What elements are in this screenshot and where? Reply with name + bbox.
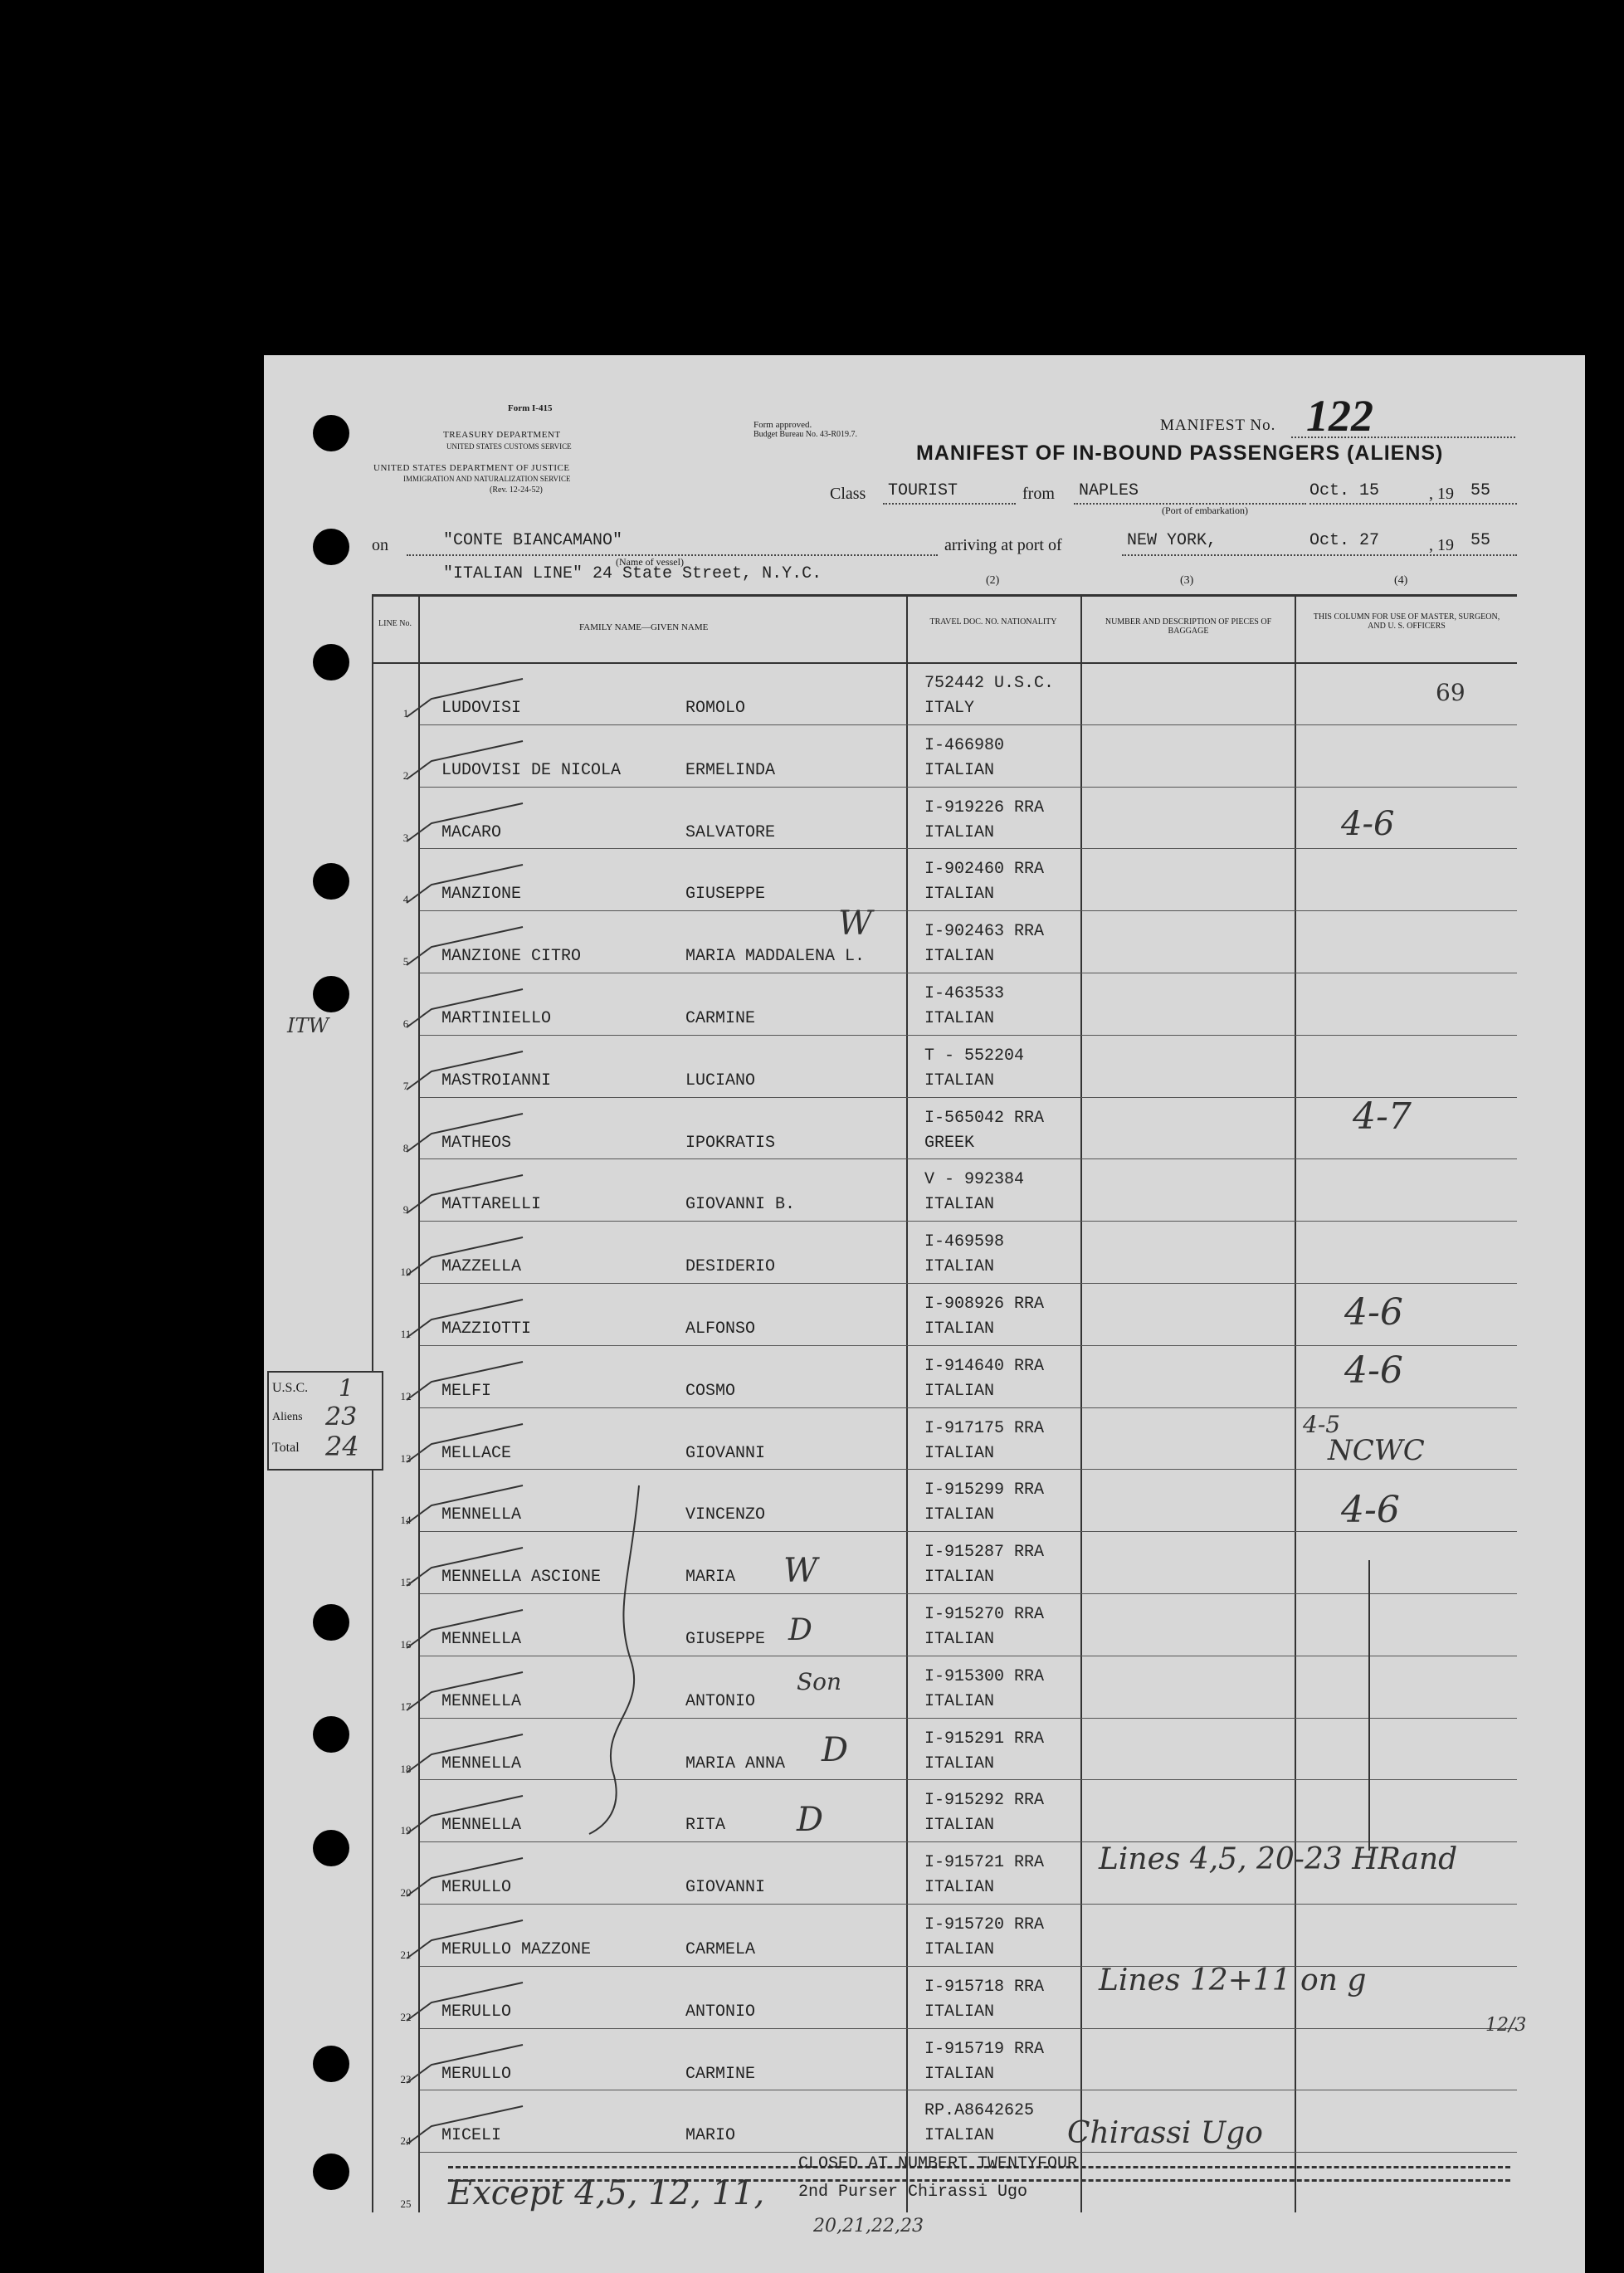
given-name: MARIO	[685, 2126, 736, 2146]
bracket-mark	[581, 1477, 680, 1842]
family-name: MANZIONE	[441, 885, 522, 905]
line-number: 10	[400, 1266, 412, 1279]
check-mark	[398, 1421, 531, 1471]
class-underline	[883, 503, 1016, 505]
family-name: LUDOVISI DE NICOLA	[441, 760, 622, 780]
class-label: Class	[830, 485, 866, 503]
column-number-3: (3)	[1180, 574, 1194, 587]
check-mark	[398, 676, 531, 725]
given-name: ALFONSO	[685, 1319, 756, 1339]
revision-date: (Rev. 12-24-52)	[490, 485, 543, 495]
check-mark	[398, 1110, 531, 1160]
nationality: ITALIAN	[924, 1568, 995, 1588]
check-mark	[398, 1544, 531, 1594]
given-name: GIUSEPPE	[685, 885, 766, 905]
travel-doc-number: I-915291 RRA	[924, 1729, 1045, 1749]
row-divider	[420, 848, 1517, 849]
line-number: 19	[400, 1824, 412, 1837]
line-number: 4	[402, 893, 409, 906]
vessel-name-label: (Name of vessel)	[616, 556, 684, 568]
column-number-4: (4)	[1394, 574, 1408, 587]
line-number: 20	[400, 1886, 412, 1900]
check-mark	[398, 1669, 531, 1719]
check-mark	[398, 861, 531, 911]
given-name: GIOVANNI	[685, 1878, 766, 1898]
customs-service: UNITED STATES CUSTOMS SERVICE	[446, 442, 572, 451]
row-divider	[420, 1345, 1517, 1346]
header-baggage: NUMBER AND DESCRIPTION OF PIECES OF BAGGAGE	[1105, 617, 1272, 636]
given-name: MARIA ANNA	[685, 1754, 786, 1773]
row-divider	[420, 787, 1517, 788]
departure-year: 55	[1470, 481, 1491, 500]
officer-note-row3: 4-6	[1341, 805, 1395, 843]
given-name: CARMINE	[685, 1009, 756, 1028]
travel-doc-number: I-915287 RRA	[924, 1543, 1045, 1563]
travel-doc-number: I-908926 RRA	[924, 1295, 1045, 1314]
given-name: CARMELA	[685, 1940, 756, 1959]
officer-note-row13b: NCWC	[1328, 1434, 1425, 1467]
given-name: ANTONIO	[685, 2002, 756, 2022]
travel-doc-number: V - 992384	[924, 1170, 1025, 1190]
form-approved: Form approved.	[753, 420, 812, 430]
side-date-note: 12/3	[1485, 2015, 1527, 2036]
except-note-continued: 20,21,22,23	[813, 2216, 924, 2236]
check-mark	[398, 1358, 531, 1408]
handwritten-signature: Chirassi Ugo	[1067, 2116, 1263, 2150]
binder-hole	[313, 415, 349, 451]
line-number: 14	[400, 1514, 412, 1527]
travel-doc-number: I-915718 RRA	[924, 1977, 1045, 1997]
binder-hole	[313, 1830, 349, 1866]
arriving-label: arriving at port of	[944, 536, 1062, 554]
check-mark	[398, 1855, 531, 1905]
departure-date-underline	[1309, 503, 1517, 505]
relation-mark-row17: Son	[797, 1668, 842, 1695]
nationality: ITALIAN	[924, 2064, 995, 2084]
family-name: MENNELLA	[441, 1630, 522, 1649]
row-divider	[420, 1158, 1517, 1159]
departure-year-prefix: , 19	[1429, 485, 1454, 503]
binder-hole	[313, 1604, 349, 1641]
travel-doc-number: I-466980	[924, 735, 1005, 755]
family-name: MENNELLA	[441, 1691, 522, 1711]
line-number: 8	[402, 1141, 409, 1154]
officer-note-row8: 4-7	[1353, 1095, 1412, 1138]
travel-doc-number: I-919226 RRA	[924, 798, 1045, 817]
family-name: MERULLO	[441, 2002, 512, 2022]
manifest-title: MANIFEST OF IN-BOUND PASSENGERS (ALIENS)	[916, 441, 1444, 465]
check-mark	[398, 1172, 531, 1222]
check-mark	[398, 2041, 531, 2091]
row-divider	[420, 2028, 1517, 2029]
travel-doc-number: I-902460 RRA	[924, 860, 1045, 880]
given-name: DESIDERIO	[685, 1257, 776, 1277]
given-name: ROMOLO	[685, 699, 746, 718]
family-name: MENNELLA	[441, 1505, 522, 1525]
line-number: 3	[402, 831, 409, 844]
nationality: ITALIAN	[924, 1319, 995, 1339]
line-number: 11	[400, 1328, 412, 1340]
line-number: 22	[400, 2010, 412, 2023]
check-mark	[398, 924, 531, 973]
vessel-name: "CONTE BIANCAMANO"	[443, 531, 623, 550]
given-name: GIOVANNI	[685, 1443, 766, 1463]
nationality: ITALIAN	[924, 1071, 995, 1090]
relation-mark-row15: W	[783, 1552, 818, 1590]
check-mark	[398, 1917, 531, 1967]
line-number: 9	[402, 1203, 409, 1217]
departure-date: Oct. 15	[1309, 481, 1380, 500]
family-name: MARTINIELLO	[441, 1009, 552, 1028]
arrival-underline	[1122, 554, 1517, 556]
nationality: ITALIAN	[924, 760, 995, 780]
travel-doc-number: I-565042 RRA	[924, 1108, 1045, 1128]
officer-note-row14: 4-6	[1341, 1489, 1400, 1531]
nationality: ITALIAN	[924, 1630, 995, 1649]
line-number: 12	[400, 1389, 412, 1402]
vertical-bar-mark	[1361, 1560, 1378, 1859]
given-name: VINCENZO	[685, 1505, 766, 1525]
binder-hole	[313, 2046, 349, 2082]
family-name: MATTARELLI	[441, 1195, 542, 1215]
family-name: MATHEOS	[441, 1133, 512, 1153]
margin-note-itw: ITW	[287, 1014, 329, 1037]
officer-note-row12: 4-6	[1344, 1349, 1403, 1392]
nationality: ITALIAN	[924, 1754, 995, 1773]
family-name: MENNELLA ASCIONE	[441, 1568, 602, 1588]
line-number: 18	[400, 1762, 412, 1775]
tally-total-label: Total	[272, 1441, 300, 1455]
given-name: RITA	[685, 1816, 726, 1836]
nationality: ITALY	[924, 699, 975, 718]
arrival-year-prefix: , 19	[1429, 536, 1454, 554]
budget-bureau: Budget Bureau No. 43-R019.7.	[753, 430, 857, 439]
manifest-number: 122	[1306, 391, 1373, 441]
lines-note-1: Lines 4,5, 20-23 HRand	[1099, 1842, 1458, 1876]
nationality: ITALIAN	[924, 822, 995, 842]
tally-box	[267, 1371, 383, 1471]
nationality: ITALIAN	[924, 1195, 995, 1215]
given-name: ERMELINDA	[685, 760, 776, 780]
travel-doc-number: I-915720 RRA	[924, 1915, 1045, 1934]
family-name: MANZIONE CITRO	[441, 947, 582, 967]
nationality: ITALIAN	[924, 1691, 995, 1711]
closing-statement: CLOSED AT NUMBERT TWENTYFOUR	[798, 2154, 1078, 2173]
check-mark	[398, 1607, 531, 1656]
binder-hole	[313, 1716, 349, 1753]
nationality: ITALIAN	[924, 1940, 995, 1959]
form-number: Form I-415	[508, 403, 553, 413]
col-divider-doc	[906, 594, 908, 2212]
travel-doc-number: I-915292 RRA	[924, 1791, 1045, 1811]
arrival-port: NEW YORK,	[1127, 531, 1217, 550]
line-number: 5	[402, 955, 409, 968]
header-name: FAMILY NAME—GIVEN NAME	[579, 622, 709, 632]
line-number-25: 25	[400, 2197, 412, 2210]
family-name: MAZZIOTTI	[441, 1319, 532, 1339]
header-line-no: LINE No.	[378, 619, 412, 628]
check-mark	[398, 1793, 531, 1842]
row-divider	[420, 724, 1517, 725]
given-name: SALVATORE	[685, 822, 776, 842]
line-number: 2	[402, 768, 409, 782]
check-mark	[398, 1234, 531, 1284]
except-note: Except 4,5, 12, 11,	[448, 2174, 765, 2212]
header-travel-doc: TRAVEL DOC. NO. NATIONALITY	[929, 617, 1057, 627]
travel-doc-number: I-469598	[924, 1232, 1005, 1252]
tally-total: 24	[325, 1431, 359, 1462]
given-name: GIOVANNI B.	[685, 1195, 796, 1215]
family-name: MERULLO MAZZONE	[441, 1940, 592, 1959]
given-name: IPOKRATIS	[685, 1133, 776, 1153]
officer-note-row11: 4-6	[1344, 1291, 1403, 1334]
family-name: MAZZELLA	[441, 1257, 522, 1277]
row-divider	[420, 1283, 1517, 1284]
purser-name: 2nd Purser Chirassi Ugo	[798, 2183, 1028, 2202]
line-number: 6	[402, 1017, 409, 1030]
binder-hole	[313, 529, 349, 565]
lines-note-2: Lines 12+11 on g	[1099, 1963, 1367, 1997]
row-divider	[420, 1904, 1517, 1905]
family-name: MELLACE	[441, 1443, 512, 1463]
travel-doc-number: 752442 U.S.C.	[924, 674, 1055, 693]
nationality: ITALIAN	[924, 1257, 995, 1277]
nationality: ITALIAN	[924, 885, 995, 905]
travel-doc-number: I-914640 RRA	[924, 1356, 1045, 1376]
line-number: 15	[400, 1576, 412, 1589]
manifest-label: MANIFEST No.	[1160, 417, 1276, 434]
relation-mark-row18: D	[822, 1731, 849, 1769]
travel-doc-number: I-917175 RRA	[924, 1418, 1045, 1438]
travel-doc-number: T - 552204	[924, 1046, 1025, 1066]
manifest-number-underline	[1291, 437, 1515, 438]
column-number-2: (2)	[986, 574, 1000, 587]
binder-hole	[313, 863, 349, 900]
given-name: CARMINE	[685, 2064, 756, 2084]
nationality: ITALIAN	[924, 1816, 995, 1836]
check-mark	[398, 1731, 531, 1781]
line-number: 24	[400, 2134, 412, 2148]
nationality: GREEK	[924, 1133, 975, 1153]
travel-doc-number: I-463533	[924, 984, 1005, 1003]
justice-dept: UNITED STATES DEPARTMENT OF JUSTICE	[373, 463, 570, 473]
tally-usc-label: U.S.C.	[272, 1381, 309, 1395]
nationality: ITALIAN	[924, 1443, 995, 1463]
line-number: 7	[402, 1079, 409, 1092]
check-mark	[398, 986, 531, 1036]
header-officers: THIS COLUMN FOR USE OF MASTER, SURGEON, AND U. S. OFFICERS	[1313, 612, 1500, 631]
port-embarkation-label: (Port of embarkation)	[1162, 505, 1248, 516]
line-number: 17	[400, 1700, 412, 1713]
from-label: from	[1022, 485, 1055, 503]
on-label: on	[372, 536, 388, 554]
nationality: ITALIAN	[924, 1009, 995, 1028]
arrival-year: 55	[1470, 531, 1491, 550]
check-mark	[398, 1048, 531, 1098]
family-name: MACARO	[441, 822, 502, 842]
nationality: ITALIAN	[924, 1381, 995, 1401]
line-number: 16	[400, 1638, 412, 1651]
nationality: ITALIAN	[924, 947, 995, 967]
line-number: 1	[402, 707, 409, 719]
ins-service: IMMIGRATION AND NATURALIZATION SERVICE	[403, 475, 571, 483]
given-name: MARIA MADDALENA L.	[685, 947, 866, 967]
row-divider	[420, 1407, 1517, 1408]
family-name: MERULLO	[441, 1878, 512, 1898]
relation-mark-row16: D	[788, 1613, 812, 1647]
binder-hole	[313, 644, 349, 680]
arrival-date: Oct. 27	[1309, 531, 1380, 550]
treasury-dept: TREASURY DEPARTMENT	[443, 430, 561, 440]
check-mark	[398, 1296, 531, 1346]
travel-doc-number: I-915270 RRA	[924, 1605, 1045, 1624]
officer-note-row1: 69	[1436, 679, 1466, 706]
given-name: LUCIANO	[685, 1071, 756, 1090]
given-name: GIUSEPPE	[685, 1630, 766, 1649]
check-mark	[398, 2103, 531, 2153]
tally-usc: 1	[339, 1374, 354, 1402]
row-divider	[420, 1035, 1517, 1036]
binder-hole	[313, 976, 349, 1012]
family-name: MERULLO	[441, 2064, 512, 2084]
check-mark	[398, 800, 531, 850]
officer-note-row13a: 4-5	[1303, 1411, 1341, 1438]
travel-doc-number: RP.A8642625	[924, 2101, 1035, 2121]
relation-mark-row5: W	[838, 905, 873, 943]
nationality: ITALIAN	[924, 1878, 995, 1898]
given-name: ANTONIO	[685, 1691, 756, 1711]
from-value: NAPLES	[1079, 481, 1139, 500]
row-divider	[420, 1469, 1517, 1470]
check-mark	[398, 1979, 531, 2029]
line-number: 21	[400, 1949, 412, 1961]
nationality: ITALIAN	[924, 1505, 995, 1525]
travel-doc-number: I-915299 RRA	[924, 1480, 1045, 1500]
check-mark	[398, 738, 531, 788]
line-number: 23	[400, 2072, 412, 2085]
row-divider	[420, 1221, 1517, 1222]
family-name: MENNELLA	[441, 1816, 522, 1836]
table-header-border	[372, 662, 1517, 664]
family-name: MENNELLA	[441, 1754, 522, 1773]
family-name: MELFI	[441, 1381, 492, 1401]
check-mark	[398, 1482, 531, 1532]
travel-doc-number: I-902463 RRA	[924, 922, 1045, 942]
row-divider	[420, 2152, 1517, 2153]
col-divider-baggage	[1080, 594, 1082, 2212]
table-top-border	[372, 594, 1517, 597]
travel-doc-number: I-915721 RRA	[924, 1853, 1045, 1873]
travel-doc-number: I-915300 RRA	[924, 1666, 1045, 1686]
shipping-line: "ITALIAN LINE" 24 State Street, N.Y.C.	[443, 564, 822, 583]
relation-mark-row19: D	[797, 1801, 824, 1839]
travel-doc-number: I-915719 RRA	[924, 2039, 1045, 2059]
family-name: MASTROIANNI	[441, 1071, 552, 1090]
class-value: TOURIST	[888, 481, 958, 500]
binder-hole	[313, 2153, 349, 2190]
row-divider	[420, 910, 1517, 911]
given-name: MARIA	[685, 1568, 736, 1588]
tally-aliens-label: Aliens	[272, 1411, 303, 1423]
family-name: MICELI	[441, 2126, 502, 2146]
nationality: ITALIAN	[924, 2126, 995, 2146]
family-name: LUDOVISI	[441, 699, 522, 718]
given-name: COSMO	[685, 1381, 736, 1401]
nationality: ITALIAN	[924, 2002, 995, 2022]
line-number: 13	[400, 1451, 412, 1465]
tally-aliens: 23	[325, 1402, 358, 1432]
